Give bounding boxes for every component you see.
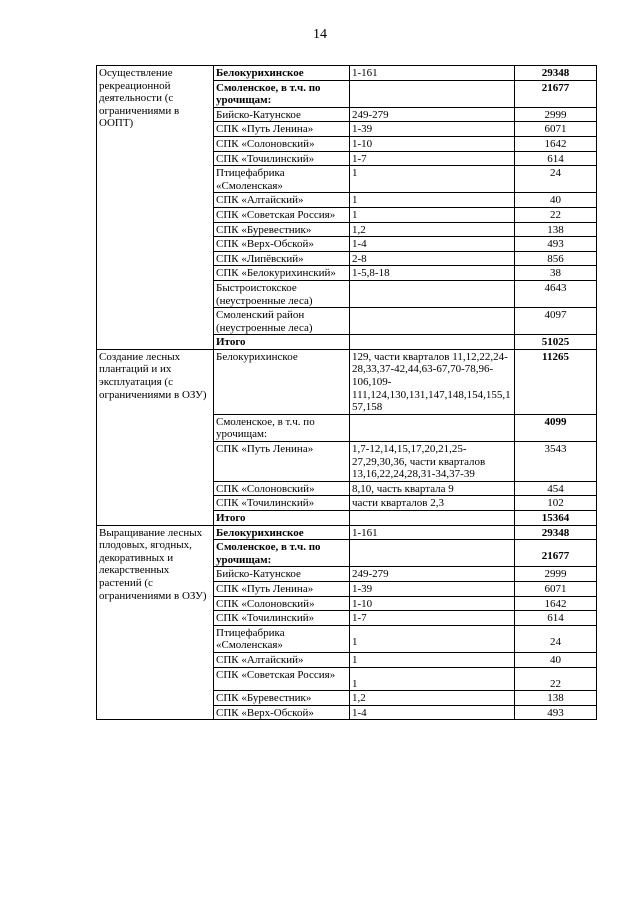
area-cell: 454 — [515, 481, 597, 496]
quarters-cell: 1-10 — [350, 596, 515, 611]
quarters-cell: 1,7-12,14,15,17,20,21,25-27,29,30,36, части кварталов 13,16,22,24,28,31-34,37-39 — [350, 442, 515, 482]
forestry-name-cell: СПК «Путь Ленина» — [214, 122, 350, 137]
quarters-cell — [350, 511, 515, 526]
quarters-cell — [350, 308, 515, 335]
activity-cell: Осуществление рекреационной деятельности (с ограничениями в ООПТ) — [97, 66, 214, 350]
area-cell: 614 — [515, 611, 597, 626]
forestry-name-cell: СПК «Верх-Обской» — [214, 705, 350, 720]
area-cell: 6071 — [515, 122, 597, 137]
forestry-name-cell: СПК «Солоновский» — [214, 596, 350, 611]
quarters-cell: 249-279 — [350, 107, 515, 122]
forestry-name-cell: Бийско-Катунское — [214, 107, 350, 122]
area-cell: 2999 — [515, 107, 597, 122]
area-cell: 29348 — [515, 66, 597, 81]
forestry-name-cell: Итого — [214, 511, 350, 526]
quarters-cell: 1-7 — [350, 151, 515, 166]
quarters-cell: 249-279 — [350, 567, 515, 582]
forestry-name-cell: Смоленское, в т.ч. по урочищам: — [214, 80, 350, 107]
area-cell: 1642 — [515, 596, 597, 611]
quarters-cell: 1-161 — [350, 525, 515, 540]
forestry-name-cell: СПК «Советская Россия» — [214, 667, 350, 691]
area-cell: 3543 — [515, 442, 597, 482]
forestry-name-cell: СПК «Точилинский» — [214, 611, 350, 626]
forestry-name-cell: Быстроистокское (неустроенные леса) — [214, 280, 350, 307]
forestry-name-cell: СПК «Солоновский» — [214, 481, 350, 496]
area-cell: 11265 — [515, 349, 597, 414]
quarters-cell: 1-7 — [350, 611, 515, 626]
area-cell: 29348 — [515, 525, 597, 540]
quarters-cell: 1 — [350, 625, 515, 652]
quarters-cell — [350, 80, 515, 107]
area-cell: 102 — [515, 496, 597, 511]
area-cell: 40 — [515, 193, 597, 208]
area-cell: 493 — [515, 237, 597, 252]
forestry-name-cell: Птицефабрика «Смоленская» — [214, 625, 350, 652]
area-cell: 6071 — [515, 581, 597, 596]
forest-use-table — [96, 65, 597, 720]
quarters-cell: 1-39 — [350, 122, 515, 137]
quarters-cell — [350, 414, 515, 441]
page-number: 14 — [313, 27, 327, 42]
area-cell: 24 — [515, 166, 597, 193]
quarters-cell — [350, 540, 515, 567]
quarters-cell: 1,2 — [350, 222, 515, 237]
area-cell: 15364 — [515, 511, 597, 526]
quarters-cell: 8,10, часть квартала 9 — [350, 481, 515, 496]
activity-cell: Создание лесных плантаций и их эксплуатация (с ограничениями в ОЗУ) — [97, 349, 214, 525]
quarters-cell — [350, 335, 515, 350]
area-cell: 21677 — [515, 80, 597, 107]
forestry-name-cell: СПК «Верх-Обской» — [214, 237, 350, 252]
area-cell: 614 — [515, 151, 597, 166]
table-row — [97, 349, 597, 414]
forestry-name-cell: СПК «Путь Ленина» — [214, 581, 350, 596]
forestry-name-cell: Смоленский район (неустроенные леса) — [214, 308, 350, 335]
forestry-name-cell: Белокурихинское — [214, 66, 350, 81]
forestry-name-cell: СПК «Липёвский» — [214, 251, 350, 266]
area-cell: 1642 — [515, 136, 597, 151]
forestry-name-cell: Белокурихинское — [214, 349, 350, 414]
quarters-cell: 1 — [350, 193, 515, 208]
area-cell: 138 — [515, 222, 597, 237]
area-cell: 856 — [515, 251, 597, 266]
forestry-name-cell: СПК «Советская Россия» — [214, 207, 350, 222]
quarters-cell: 1-39 — [350, 581, 515, 596]
quarters-cell: 1,2 — [350, 691, 515, 706]
forestry-name-cell: СПК «Буревестник» — [214, 222, 350, 237]
quarters-cell — [350, 280, 515, 307]
quarters-cell: 1-161 — [350, 66, 515, 81]
quarters-cell: части кварталов 2,3 — [350, 496, 515, 511]
activity-cell: Выращивание лесных плодовых, ягодных, декоративных и лекарственных растений (с ограничениями в ОЗУ) — [97, 525, 214, 720]
area-cell: 4643 — [515, 280, 597, 307]
forestry-name-cell: Бийско-Катунское — [214, 567, 350, 582]
forestry-name-cell: СПК «Алтайский» — [214, 193, 350, 208]
quarters-cell: 129, части кварталов 11,12,22,24-28,33,37-42,44,63-67,70-78,96-106,109-111,124,130,131,147,148,154,155,157,158 — [350, 349, 515, 414]
area-cell: 2999 — [515, 567, 597, 582]
area-cell: 51025 — [515, 335, 597, 350]
forestry-name-cell: СПК «Буревестник» — [214, 691, 350, 706]
area-cell: 21677 — [515, 540, 597, 567]
forestry-name-cell: СПК «Алтайский» — [214, 652, 350, 667]
forestry-name-cell: СПК «Солоновский» — [214, 136, 350, 151]
quarters-cell: 2-8 — [350, 251, 515, 266]
quarters-cell: 1-5,8-18 — [350, 266, 515, 281]
forestry-name-cell: Смоленское, в т.ч. по урочищам: — [214, 540, 350, 567]
forestry-name-cell: СПК «Точилинский» — [214, 151, 350, 166]
quarters-cell: 1-4 — [350, 705, 515, 720]
quarters-cell: 1 — [350, 652, 515, 667]
area-cell: 22 — [515, 667, 597, 691]
quarters-cell: 1 — [350, 667, 515, 691]
area-cell: 4097 — [515, 308, 597, 335]
table-row — [97, 525, 597, 540]
quarters-cell: 1 — [350, 207, 515, 222]
table-row — [97, 66, 597, 81]
forestry-name-cell: СПК «Путь Ленина» — [214, 442, 350, 482]
area-cell: 24 — [515, 625, 597, 652]
quarters-cell: 1-4 — [350, 237, 515, 252]
area-cell: 138 — [515, 691, 597, 706]
forestry-name-cell: Итого — [214, 335, 350, 350]
area-cell: 38 — [515, 266, 597, 281]
table-body — [97, 66, 597, 720]
forestry-name-cell: Птицефабрика «Смоленская» — [214, 166, 350, 193]
quarters-cell: 1-10 — [350, 136, 515, 151]
area-cell: 4099 — [515, 414, 597, 441]
area-cell: 493 — [515, 705, 597, 720]
forestry-name-cell: Смоленское, в т.ч. по урочищам: — [214, 414, 350, 441]
forestry-name-cell: СПК «Белокурихинский» — [214, 266, 350, 281]
area-cell: 40 — [515, 652, 597, 667]
forestry-name-cell: Белокурихинское — [214, 525, 350, 540]
area-cell: 22 — [515, 207, 597, 222]
quarters-cell: 1 — [350, 166, 515, 193]
forestry-name-cell: СПК «Точилинский» — [214, 496, 350, 511]
